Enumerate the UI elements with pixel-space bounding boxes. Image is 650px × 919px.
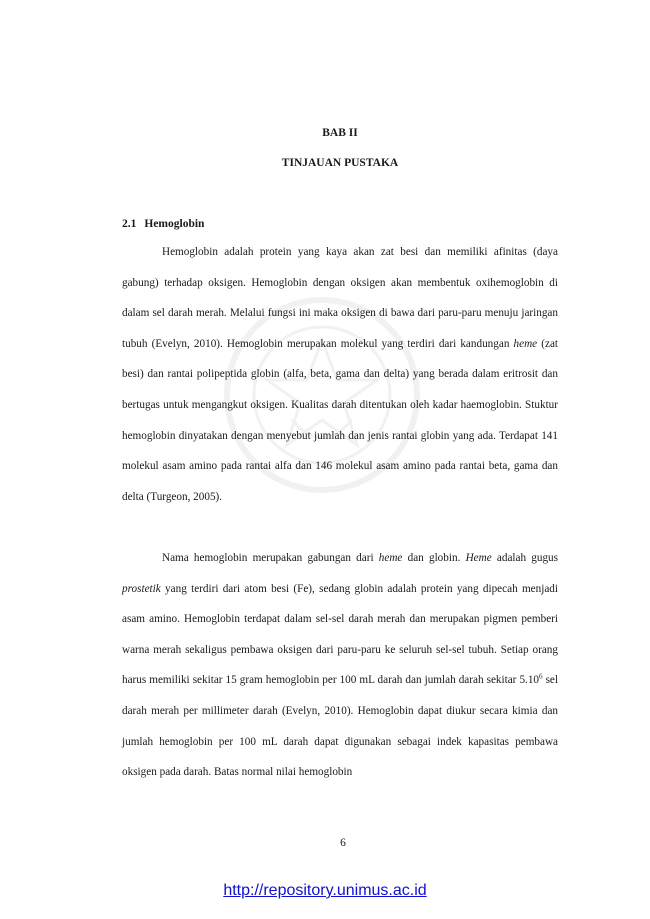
section-heading xyxy=(122,218,204,230)
chapter-number: BAB II xyxy=(322,127,358,139)
text-run: adalah gugus xyxy=(491,552,559,564)
text-run: yang terdiri dari atom besi (Fe), sedang globin adalah protein yang dipecah menjadi asam amino. Hemoglobin terdapat dalam sel-sel darah merah dan merupakan pigmen pemberi warna merah sekaligus pembawa oksigen dari paru-paru ke seluruh sel-sel tubuh. Setiap orang harus memiliki sekitar 15 gram hemoglobin per 100 mL darah dan jumlah darah sekitar 5.10 xyxy=(122,582,558,687)
italic-term: heme xyxy=(513,337,538,350)
superscript: 6 xyxy=(539,672,543,681)
chapter-title: TINJAUAN PUSTAKA xyxy=(281,157,399,169)
italic-term: Heme xyxy=(465,552,492,564)
text-run: sel darah merah per millimeter darah (Evelyn, 2010). Hemoglobin dapat diukur secara kimia dan jumlah hemoglobin per 100 mL darah dapat digunakan sebagai indek kapasitas pembawa oksigen pada darah. Batas normal nilai hemoglobin xyxy=(122,674,558,779)
paragraph-text xyxy=(122,237,558,512)
section-number: 2.1 xyxy=(122,218,137,230)
text-run: (zat besi) dan rantai polipeptida globin (alfa, beta, gama dan delta) yang berada dalam eritrosit dan bertugas untuk mengangkut oksigen. Kualitas darah ditentukan oleh kadar haemoglobin. Stuktur hemoglobin dinyatakan dengan menyebut jumlah dan jenis rantai globin yang ada. Terdapat 141 molekul asam amino pada rantai alfa dan 146 molekul asam amino pada rantai beta, gama dan delta (Turgeon, 2005). xyxy=(122,337,559,503)
text-run: Hemoglobin adalah protein yang kaya akan zat besi dan memiliki afinitas (daya gabung) terhadap oksigen. Hemoglobin dengan oksigen akan membentuk oxihemoglobin di dalam sel darah merah. Melalui fungsi ini maka oksigen di bawa dari paru-paru menuju jaringan tubuh (Evelyn, 2010). Hemoglobin merupakan molekul yang terdiri dari kandungan xyxy=(122,246,558,350)
italic-term: prostetik xyxy=(122,582,161,595)
repository-link[interactable]: http://repository.unimus.ac.id xyxy=(223,882,427,899)
paragraph-1 xyxy=(122,237,558,512)
page-number: 6 xyxy=(340,837,346,849)
text-run: Nama hemoglobin merupakan gabungan dari xyxy=(162,552,379,564)
italic-term: heme xyxy=(378,552,403,564)
section-title: Hemoglobin xyxy=(144,218,205,230)
text-run: dan globin. xyxy=(402,552,466,564)
paragraph-text xyxy=(122,543,558,788)
paragraph-2 xyxy=(122,543,558,788)
